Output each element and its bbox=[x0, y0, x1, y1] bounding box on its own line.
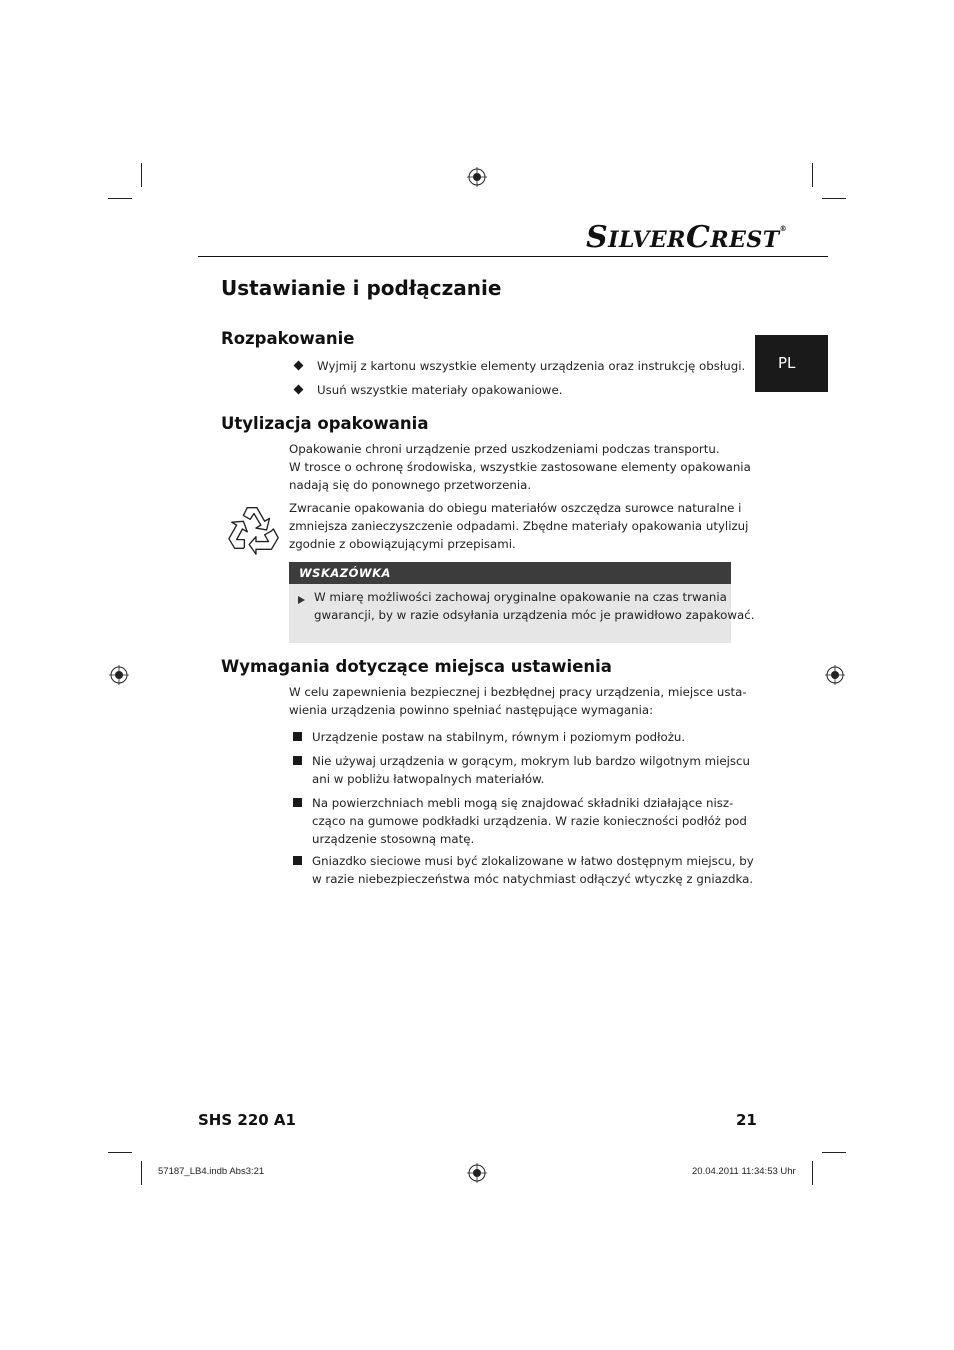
diamond-bullet-icon bbox=[294, 361, 304, 371]
crop-mark bbox=[812, 163, 813, 187]
section-heading-requirements: Wymagania dotyczące miejsca ustawienia bbox=[221, 657, 612, 676]
note-header bbox=[289, 562, 731, 584]
recycle-icon bbox=[226, 500, 284, 558]
disposal-paragraph-2: Zwracanie opakowania do obiegu materiałów oszczędza surowce naturalne i zmniejsza zanieczyszczenie odpadami. Zbędne materiały opakowania utylizuj zgodnie z obowiązującymi przepisami. bbox=[289, 501, 749, 551]
registration-mark-icon bbox=[825, 665, 845, 685]
registration-mark-icon bbox=[467, 1163, 487, 1183]
diamond-bullet-icon bbox=[294, 385, 304, 395]
note-box bbox=[289, 562, 755, 643]
section-heading-unpacking: Rozpakowanie bbox=[221, 329, 355, 348]
header-rule bbox=[198, 256, 828, 257]
language-tab bbox=[755, 335, 828, 392]
square-bullet-icon bbox=[293, 856, 302, 865]
note-text: W miarę możliwości zachowaj oryginalne opakowanie na czas trwania gwarancji, by w razie odsyłania urządzenia móc je prawidłowo zapakować. bbox=[314, 590, 755, 622]
registration-mark-icon bbox=[467, 167, 487, 187]
slug-file-info: 57187_LB4.indb Abs3:21 bbox=[158, 1166, 265, 1177]
square-bullet-icon bbox=[293, 732, 302, 741]
slug-timestamp: 20.04.2011 11:34:53 Uhr bbox=[692, 1166, 796, 1177]
crop-mark bbox=[822, 1152, 846, 1153]
registration-mark-icon bbox=[109, 665, 129, 685]
note-title: WSKAZÓWKA bbox=[299, 566, 391, 580]
crop-mark bbox=[108, 198, 132, 199]
arrow-right-icon bbox=[298, 596, 305, 604]
crop-mark bbox=[812, 1161, 813, 1185]
disposal-paragraph-1: Opakowanie chroni urządzenie przed uszkodzeniami podczas transportu. W trosce o ochronę środowiska, wszystkie zastosowane elementy opakowania nadają się do ponownego przetworzenia. bbox=[289, 442, 751, 492]
page-number: 21 bbox=[736, 1111, 757, 1129]
page-title: Ustawianie i podłączanie bbox=[221, 276, 502, 300]
crop-mark bbox=[141, 163, 142, 187]
square-bullet-icon bbox=[293, 756, 302, 765]
brand-logo: SILVERCREST® bbox=[586, 220, 788, 255]
crop-mark bbox=[108, 1152, 132, 1153]
requirements-intro: W celu zapewnienia bezpiecznej i bezbłędnej pracy urządzenia, miejsce usta- wienia urządzenia powinno spełniać następujące wymagania: bbox=[289, 685, 747, 717]
crop-mark bbox=[141, 1161, 142, 1185]
section-heading-disposal: Utylizacja opakowania bbox=[221, 414, 429, 433]
language-tab-label: PL bbox=[778, 354, 796, 372]
square-bullet-icon bbox=[293, 798, 302, 807]
footer-model: SHS 220 A1 bbox=[198, 1111, 296, 1129]
crop-mark bbox=[822, 198, 846, 199]
